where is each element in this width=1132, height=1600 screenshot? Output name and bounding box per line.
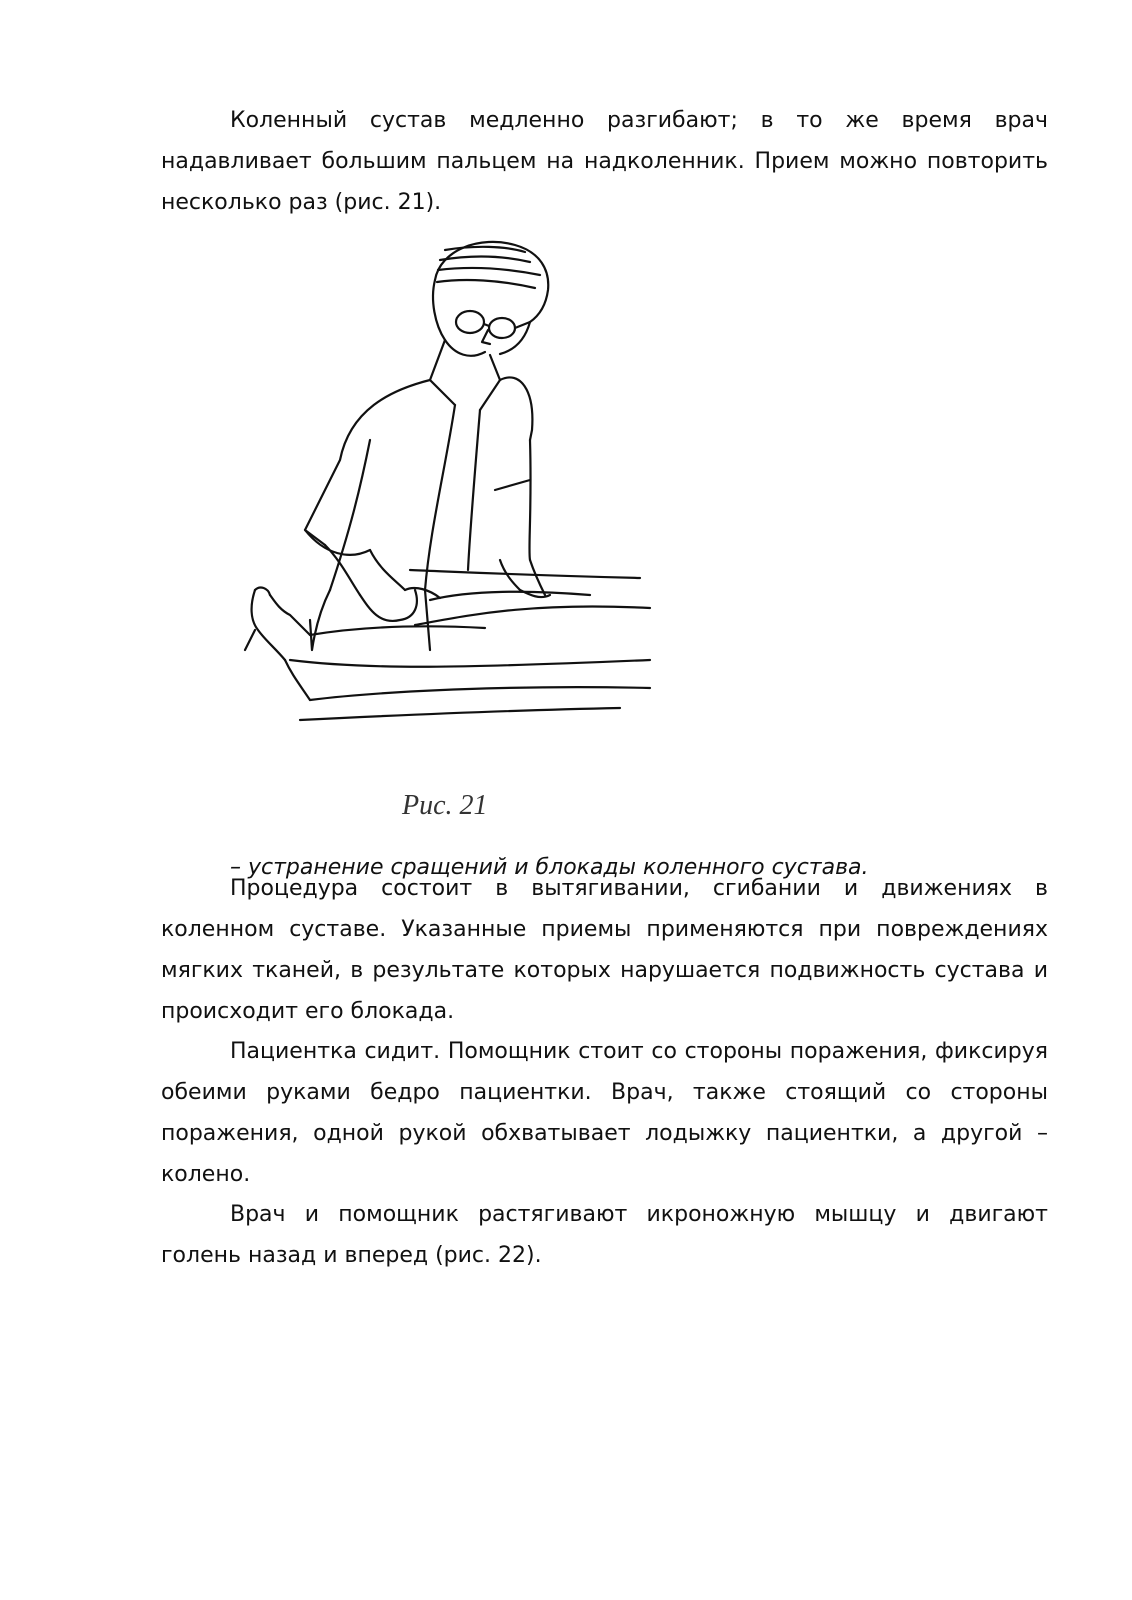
paragraph-knee-extension: Коленный сустав медленно разгибают; в то же время врач надавливает большим пальцем на надколенник. Прием можно повторить несколько раз (рис. 21).	[161, 108, 1048, 215]
doctor-knee-treatment-icon	[230, 230, 690, 750]
section-heading: – устранение сращений и блокады коленного сустава.	[230, 855, 869, 880]
paragraph-procedure: Процедура состоит в вытягивании, сгибании и движениях в коленном суставе. Указанные приемы применяются при повреждениях мягких тканей, в результате которых нарушается подвижность сустава и происходит его блокада.	[161, 876, 1048, 1024]
paragraph-patient-position: Пациентка сидит. Помощник стоит со стороны поражения, фиксируя обеими руками бедро пациентки. Врач, также стоящий со стороны поражения, одной рукой обхватывает лодыжку пациентки, а другой – колено.	[161, 1039, 1048, 1187]
figure-21-illustration	[230, 230, 690, 750]
paragraph-stretching: Врач и помощник растягивают икроножную мышцу и двигают голень назад и вперед (рис. 22).	[161, 1202, 1048, 1268]
figure-caption: Рис. 21	[402, 790, 488, 821]
